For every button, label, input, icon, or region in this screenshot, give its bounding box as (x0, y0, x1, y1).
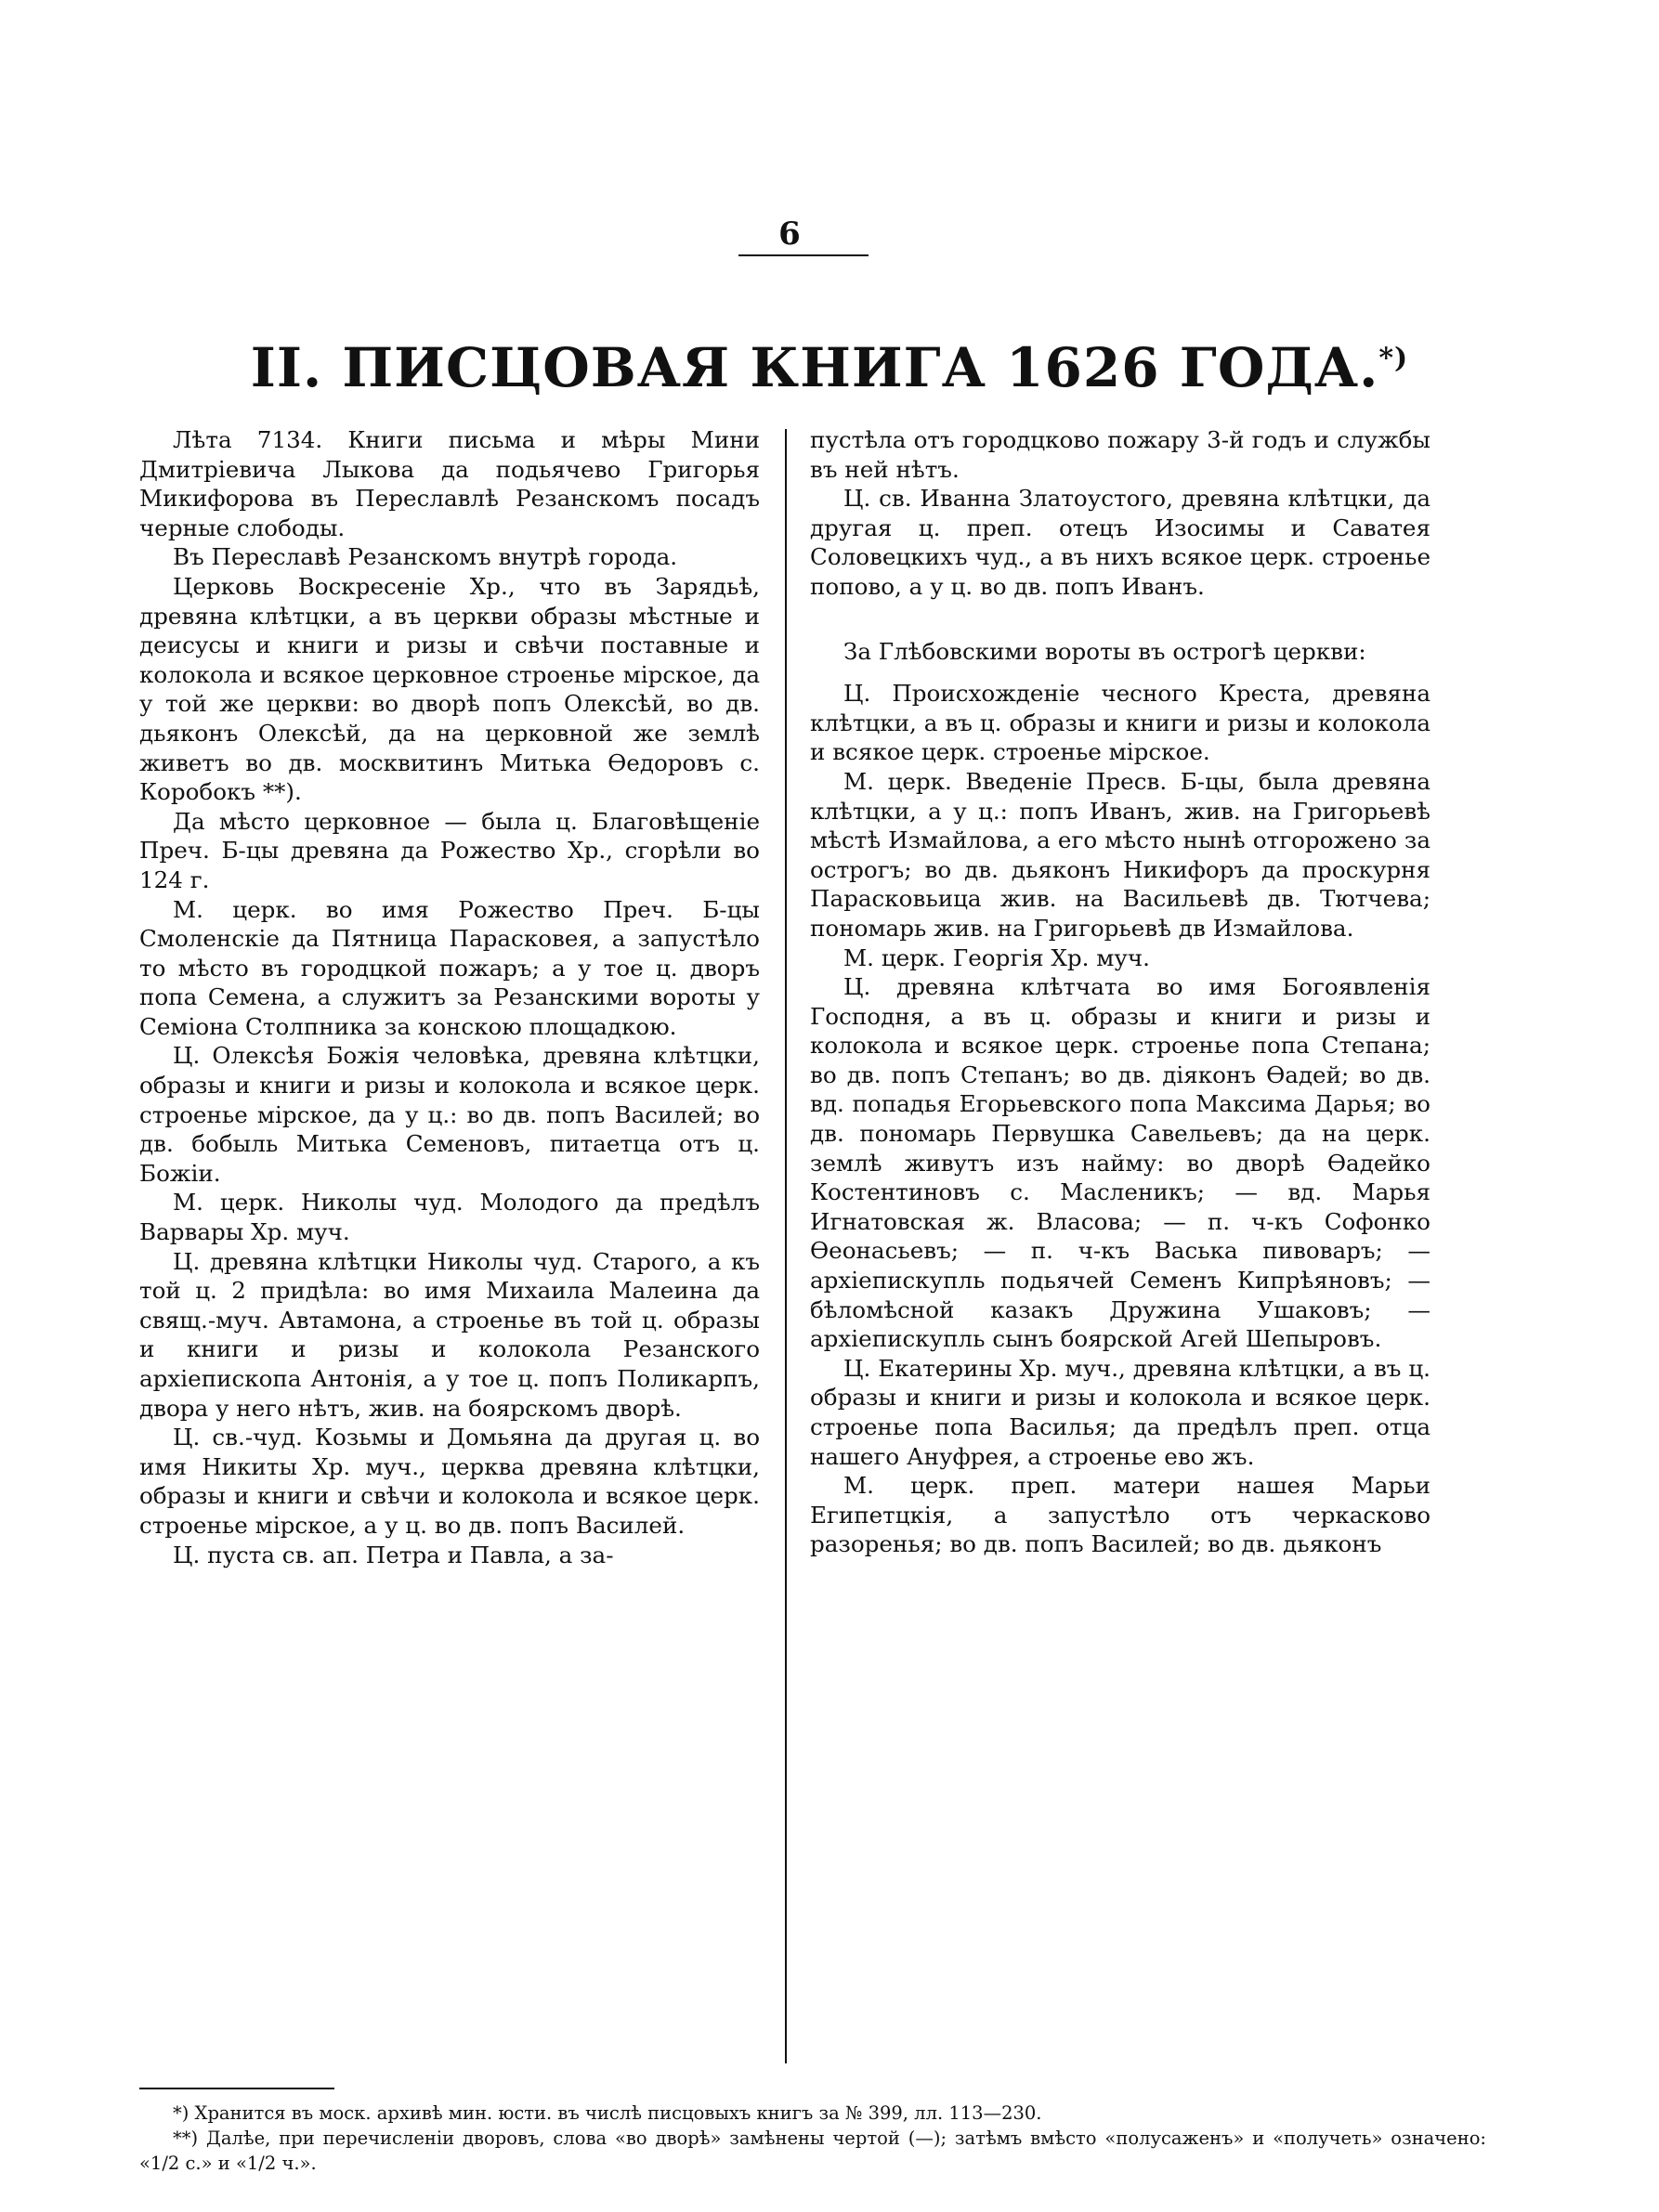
left-paragraph: Лѣта 7134. Книги письма и мѣры Мини Дмитріевича Лыкова да подьячево Григорья Микифорова въ Переславлѣ Резанскомъ посадъ черные слободы. (139, 426, 760, 541)
left-paragraph: М. церк. Николы чуд. Молодого да предѣлъ Варвары Хр. муч. (139, 1189, 760, 1246)
section-heading: За Глѣбовскими вороты въ острогѣ церкви: (843, 637, 1366, 665)
footnote: *) Хранится въ моск. архивѣ мин. юсти. въ числѣ писцовыхъ книгъ за № 399, лл. 113—230. (173, 2102, 1042, 2124)
left-paragraph: М. церк. во имя Рожество Преч. Б-цы Смоленскіе да Пятница Парасковея, а запустѣло то мѣсто въ городцкой пожаръ; а у тое ц. дворъ попа Семена, а служитъ за Резанскими вороты у Семіона Столпника за конскою площадкою. (139, 895, 760, 1040)
footnote-rule (139, 2088, 334, 2089)
title-text: II. ПИСЦОВАЯ КНИГА 1626 ГОДА. (250, 336, 1379, 399)
page-number-rule (738, 254, 869, 256)
page-title (0, 336, 1659, 399)
right-paragraph: Ц. древяна клѣтчата во имя Богоявленія Господня, а въ ц. образы и книги и ризы и колокола и всякое церк. строенье попа Степана; во дв. попъ Степанъ; во дв. діяконъ Ѳадей; во дв. вд. попадья Егорьевского попа Максима Дарья; во дв. пономарь Первушка Савельевъ; да на церк. землѣ живутъ изъ найму: во дворѣ Ѳадейко Костентиновъ с. Масленикъ; — вд. Марья Игнатовская ж. Власова; — п. ч-къ Софонко Ѳеонасьевъ; — п. ч-къ Васька пивоваръ; — архіепискупль подьячей Семенъ Кипрѣяновъ; — бѣломѣсной казакъ Дружина Ушаковъ; — архіепискупль сынъ боярской Агей Шепыровъ. (810, 973, 1430, 1353)
title-footnote-mark: *) (1378, 342, 1409, 375)
right-paragraph: Ц. Екатерины Хр. муч., древяна клѣтцки, а въ ц. образы и книги и ризы и колокола и всякое церк. строенье попа Василья; да предѣлъ преп. отца нашего Ануфрея, а строенье ево жъ. (810, 1354, 1430, 1470)
left-paragraph: Ц. Олексѣя Божія человѣка, древяна клѣтцки, образы и книги и ризы и колокола и всякое церк. строенье мірское, да у ц.: во дв. попъ Василей; во дв. бобыль Митька Семеновъ, питаетца отъ ц. Божіи. (139, 1042, 760, 1187)
right-paragraph: пустѣла отъ городцково пожару 3-й годъ и службы въ ней нѣтъ. (810, 426, 1430, 483)
page-number: 6 (778, 215, 801, 253)
text-columns (139, 425, 1486, 2060)
footnote: **) Далѣе, при перечисленіи дворовъ, слова «во дворѣ» замѣнены чертой (—); затѣмъ вмѣсто «полусаженъ» и «получеть» означено: «1/2 с.» и «1/2 ч.». (139, 2127, 1486, 2174)
right-paragraph: М. церк. Георгія Хр. муч. (843, 943, 1150, 971)
right-paragraph: М. церк. Введеніе Пресв. Б-цы, была древяна клѣтцки, а у ц.: попъ Иванъ, жив. на Григорьевѣ мѣстѣ Измайлова, а его мѣсто нынѣ отгорожено за острогъ; во дв. дьяконъ Никифоръ да проскурня Парасковьица жив. на Васильевѣ дв. Тютчева; пономарь жив. на Григорьевѣ дв Измайлова. (810, 767, 1430, 942)
left-paragraph: Да мѣсто церковное — была ц. Благовѣщеніе Преч. Б-цы древяна да Рожество Хр., сгорѣли во 124 г. (139, 807, 760, 893)
left-paragraph: Ц. св.-чуд. Козьмы и Домьяна да другая ц. во имя Никиты Хр. муч., церква древяна клѣтцки, образы и книги и свѣчи и колокола и всякое церк. строенье мірское, а у ц. во дв. попъ Василей. (139, 1424, 760, 1539)
right-column (810, 425, 1430, 1559)
footnotes (139, 2101, 1486, 2176)
right-paragraph: М. церк. преп. матери нашея Марьи Египетцкія, а запустѣло отъ черкасково разоренья; во дв. попъ Василей; во дв. дьяконъ (810, 1472, 1430, 1558)
left-paragraph: Ц. древяна клѣтцки Николы чуд. Старого, а къ той ц. 2 придѣла: во имя Михаила Малеина да свящ.-муч. Автамона, а строенье въ той ц. образы и книги и ризы и колокола Резанского архіепископа Антонія, а у тое ц. попъ Поликарпъ, двора у него нѣтъ, жив. на боярскомъ дворѣ. (139, 1247, 760, 1422)
left-column (139, 425, 760, 1569)
left-paragraph: Въ Переславѣ Резанскомъ внутрѣ города. (173, 543, 678, 571)
left-paragraph: Церковь Воскресеніе Хр., что въ Зарядьѣ, древяна клѣтцки, а въ церкви образы мѣстные и деисусы и книги и ризы и свѣчи поставные и колокола и всякое церковное строенье мірское, да у той же церкви: во дворѣ попъ Олексѣй, во дв. дьяконъ Олексѣй, да на церковной же землѣ живетъ во дв. москвитинъ Митька Ѳедоровъ с. Коробокъ **). (139, 572, 760, 806)
right-paragraph: Ц. св. Иванна Златоустого, древяна клѣтцки, да другая ц. преп. отецъ Изосимы и Саватея Соловецкихъ чуд., а въ нихъ всякое церк. строенье попово, а у ц. во дв. попъ Иванъ. (810, 485, 1430, 600)
right-paragraph: Ц. Происхожденіе чесного Креста, древяна клѣтцки, а въ ц. образы и книги и ризы и колокола и всякое церк. строенье мірское. (810, 680, 1430, 766)
left-paragraph: Ц. пуста св. ап. Петра и Павла, а за- (173, 1541, 614, 1568)
column-divider (785, 429, 787, 2063)
